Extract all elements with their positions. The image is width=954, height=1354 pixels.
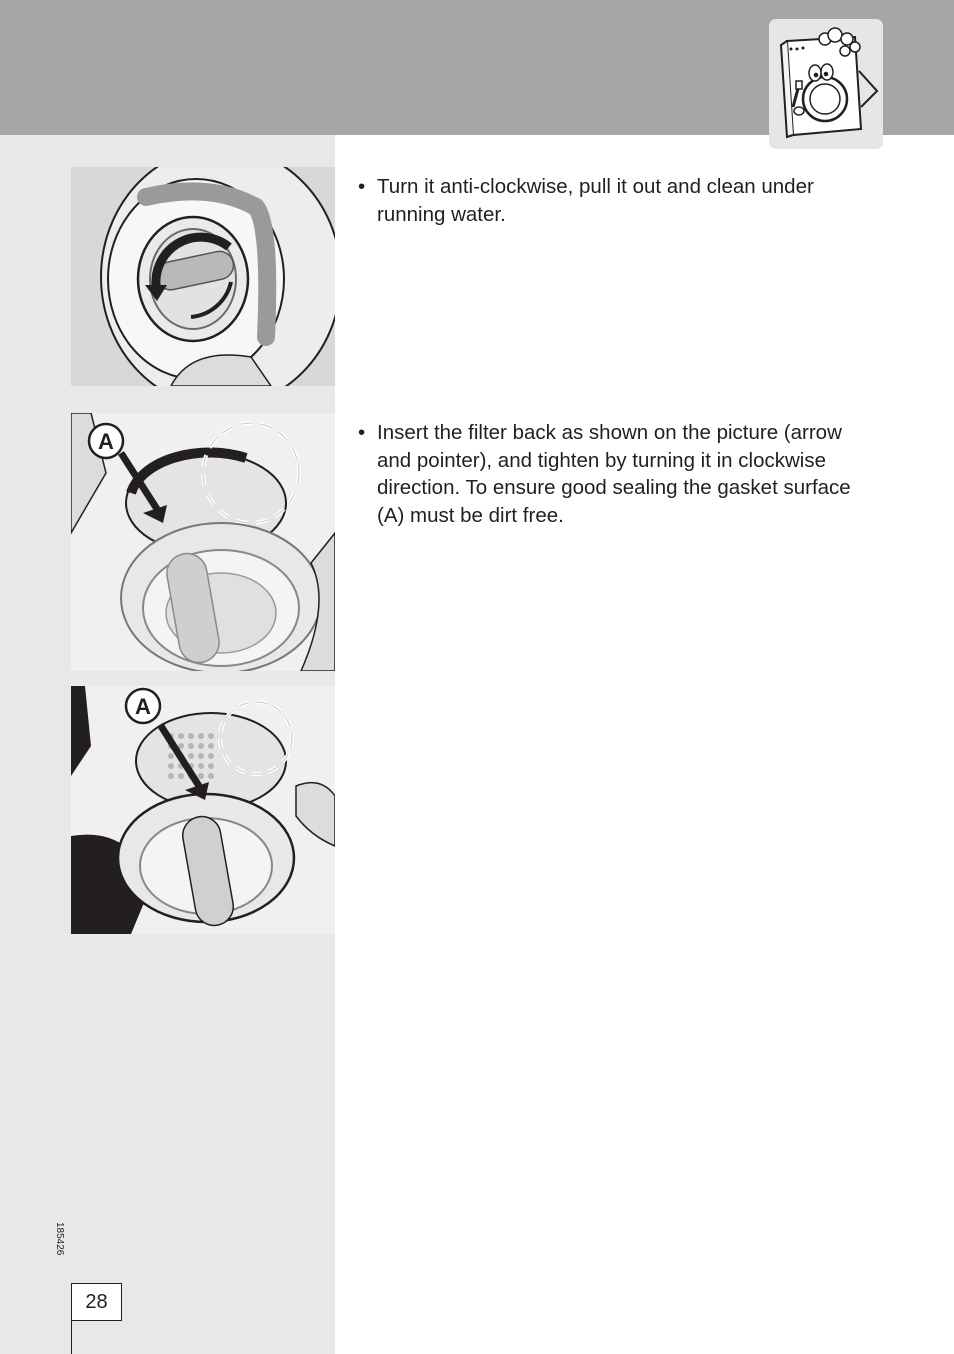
page-number: 28 [71, 1283, 122, 1321]
page-number-rule [71, 1319, 72, 1354]
bullet: • [358, 175, 366, 198]
washing-machine-mascot-icon [769, 19, 883, 149]
instruction-remove-filter [358, 173, 878, 228]
gasket-label-a: A [98, 429, 114, 454]
gasket-label-a-detail: A [135, 694, 151, 719]
instruction-text: Insert the filter back as shown on the picture (arrow and pointer), and tighten by turning it in clockwise direction. To ensure good sealing the gasket surface (A) must be dirt free. [377, 421, 851, 527]
document-code: 185426 [54, 1222, 65, 1256]
illustration-insert-filter [71, 413, 335, 671]
illustration-filter-detail [71, 686, 335, 934]
illustration-remove-filter [71, 167, 335, 386]
instruction-insert-filter [358, 419, 878, 529]
instruction-text: Turn it anti-clockwise, pull it out and clean under running water. [377, 175, 814, 226]
bullet: • [358, 421, 366, 444]
